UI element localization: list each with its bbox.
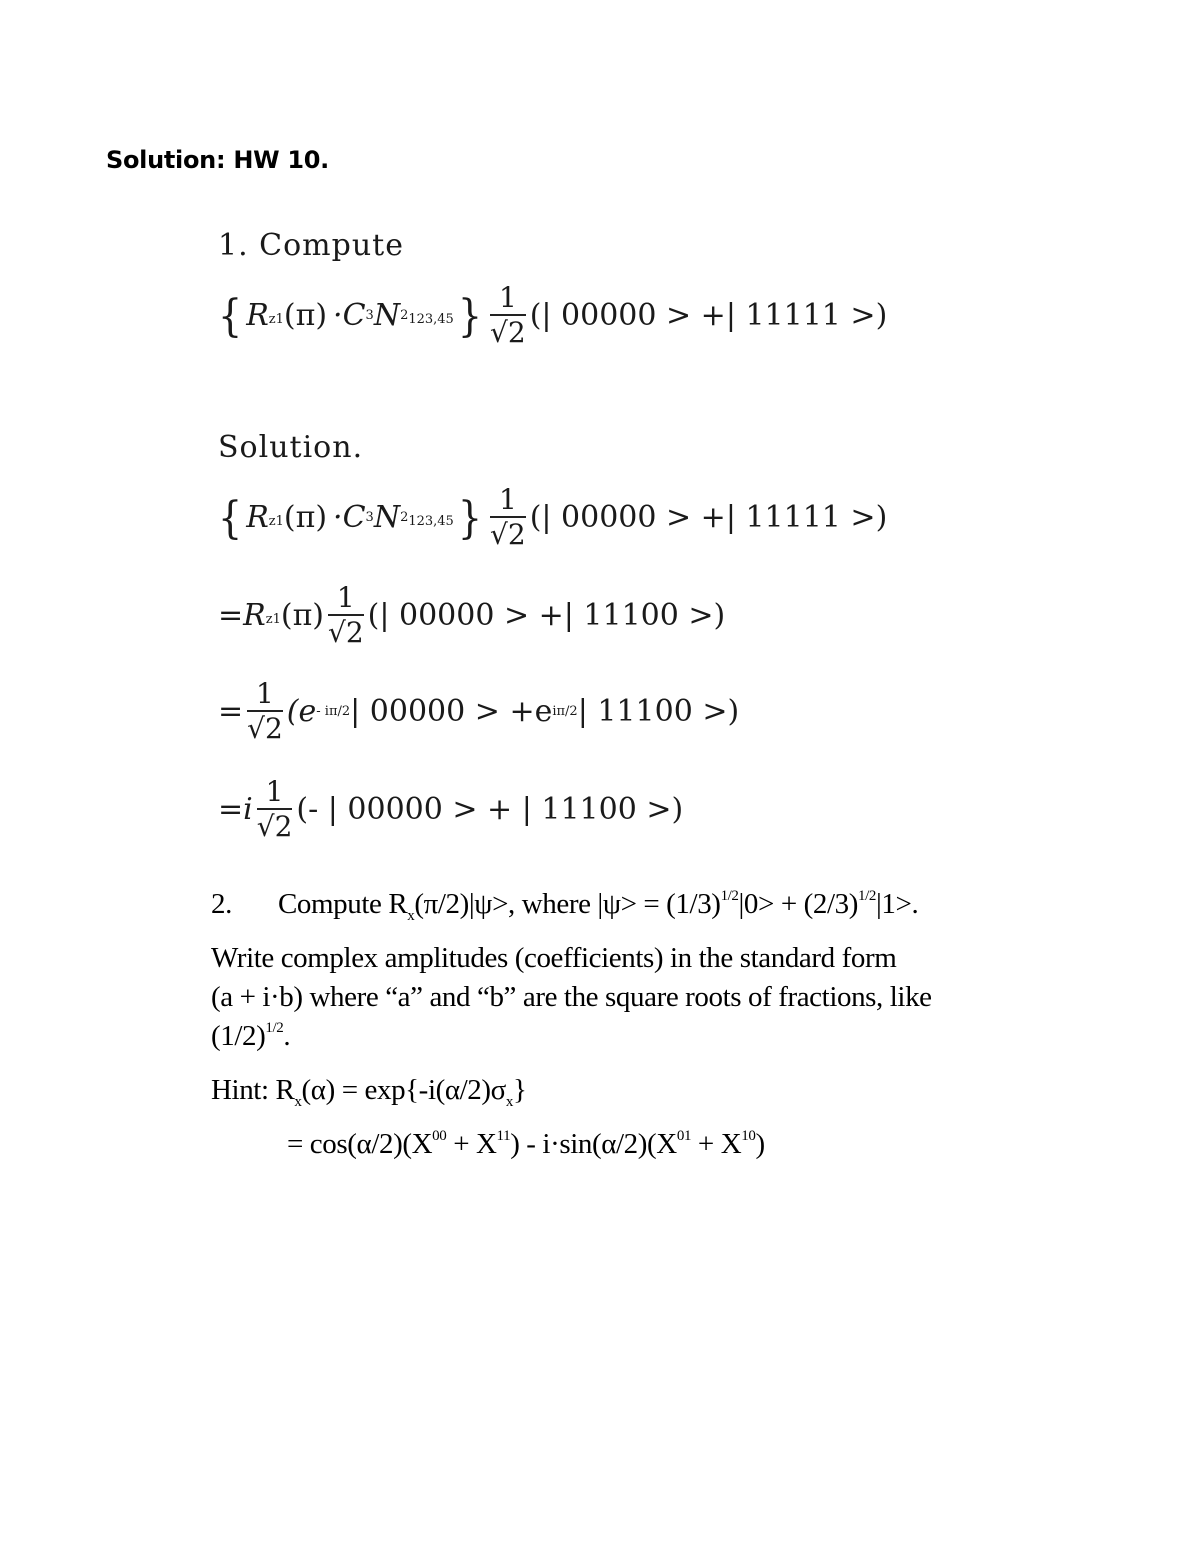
hint-text: } <box>513 1074 527 1106</box>
n-operator: N <box>373 298 401 333</box>
hint-text: Hint: R <box>211 1074 295 1106</box>
problem2-text: |1>. <box>876 888 919 920</box>
problem2-text: Compute R <box>277 888 408 920</box>
left-brace: { <box>218 492 243 543</box>
normalization-fraction: $\frac{1}{√2}$ <box>490 281 526 349</box>
hint-text: ) <box>755 1128 765 1160</box>
operator-argument: (π) <box>283 500 328 535</box>
problem1-expression <box>214 281 888 349</box>
superscript: 11 <box>496 1128 511 1145</box>
operator-subscript: z1 <box>265 612 281 627</box>
operator-argument: (π) <box>283 298 328 333</box>
ghz-state: (| 00000 > +| 11111 >) <box>529 298 888 333</box>
hint-text: = cos(α/2)(X <box>287 1128 433 1160</box>
operator-superscript: 2 <box>400 510 409 525</box>
normalization-fraction: $\frac{1}{√2}$ <box>327 581 364 649</box>
solution-step-1 <box>214 483 888 551</box>
superscript: 10 <box>741 1128 756 1145</box>
operator-subscript: 123,45 <box>408 514 454 529</box>
state-after-cnot: (| 00000 > +| 11100 >) <box>367 598 726 633</box>
operator-subscript: 123,45 <box>408 312 454 327</box>
phase-term: | 11100 >) <box>577 694 740 729</box>
rotation-operator: R <box>246 500 269 535</box>
superscript: 00 <box>432 1128 447 1145</box>
superscript: 1/2 <box>858 888 876 905</box>
ghz-state: (| 00000 > +| 11111 >) <box>529 500 888 535</box>
operator-subscript: z1 <box>268 514 284 529</box>
superscript: 01 <box>676 1128 692 1145</box>
phase-exponent: iπ/2 <box>552 704 578 719</box>
equals-i: =i <box>218 792 253 827</box>
hint-text: + X <box>446 1128 497 1160</box>
instruction-line-1: Write complex amplitudes (coefficients) in the standard form <box>211 942 897 974</box>
operator-superscript: 3 <box>365 510 374 525</box>
right-brace: } <box>457 492 483 543</box>
instruction-line-2: (a + i·b) where “a” and “b” are the square roots of fractions, like <box>211 981 932 1013</box>
phase-term: | 00000 > +e <box>350 694 553 729</box>
equals-rotation: =R <box>218 598 266 633</box>
left-brace: { <box>218 290 243 341</box>
solution-step-3 <box>218 677 740 745</box>
operator-subscript: z1 <box>268 312 284 327</box>
instruction-text: (1/2) <box>211 1020 266 1052</box>
problem1-heading: 1. Compute <box>218 228 404 263</box>
operator-superscript: 3 <box>365 308 374 323</box>
page-title: Solution: HW 10. <box>106 146 329 174</box>
operator-argument: (π) <box>280 598 324 633</box>
problem2-text: (π/2)|ψ>, where |ψ> = (1/3) <box>414 888 721 920</box>
subscript: x <box>505 1093 514 1110</box>
normalization-fraction: $\frac{1}{√2}$ <box>490 483 526 551</box>
superscript: 1/2 <box>265 1020 284 1037</box>
solution-step-4 <box>218 775 684 843</box>
hint-text: ) - i·sin(α/2)(X <box>510 1128 677 1160</box>
phase-exponent: - iπ/2 <box>316 704 351 719</box>
subscript: x <box>294 1093 302 1110</box>
instruction-line-3 <box>211 1020 290 1053</box>
operator-superscript: 2 <box>400 308 409 323</box>
superscript: 1/2 <box>720 888 739 905</box>
hint-text: (α) = exp{-i(α/2)σ <box>301 1074 506 1106</box>
rotation-operator: R <box>246 298 269 333</box>
phase-term: (e <box>286 694 317 729</box>
right-brace: } <box>457 290 483 341</box>
cnot-operator: ·C <box>333 500 366 535</box>
subscript: x <box>407 907 415 924</box>
hint-line-2 <box>287 1128 765 1161</box>
n-operator: N <box>373 500 401 535</box>
solution-heading: Solution. <box>218 430 364 465</box>
final-state: (- | 00000 > + | 11100 >) <box>296 792 684 827</box>
problem-number: 2. <box>211 888 232 920</box>
solution-step-2 <box>218 581 726 649</box>
hint-text: + X <box>691 1128 742 1160</box>
problem2-text: |0> + (2/3) <box>738 888 859 920</box>
problem2-statement <box>211 888 918 925</box>
instruction-text: . <box>283 1020 291 1052</box>
normalization-fraction: $\frac{1}{√2}$ <box>256 775 293 843</box>
normalization-fraction: $\frac{1}{√2}$ <box>247 677 283 745</box>
hint-line-1 <box>211 1074 527 1111</box>
cnot-operator: ·C <box>333 298 366 333</box>
equals-sign: = <box>218 694 244 729</box>
